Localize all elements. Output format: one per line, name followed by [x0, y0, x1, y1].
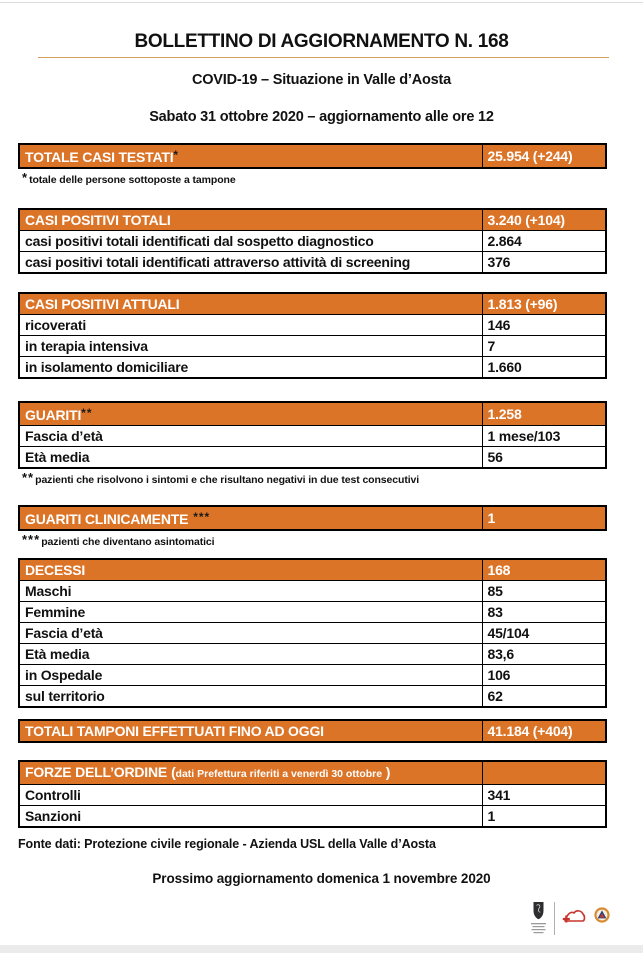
- row-value: 106: [482, 665, 606, 686]
- protezione-civile-logo-icon: [594, 907, 610, 928]
- row-label: sul territorio: [19, 686, 482, 708]
- header-label: GUARITI CLINICAMENTE: [25, 511, 189, 527]
- row-value: 341: [482, 785, 606, 806]
- table-guariti-clinicamente: [18, 505, 607, 531]
- header-label-cell: CASI POSITIVI ATTUALI: [19, 293, 482, 315]
- row-label: in Ospedale: [19, 665, 482, 686]
- table-header-row: [19, 559, 606, 581]
- footer-logos: [530, 901, 610, 942]
- footnote-marker: *: [22, 170, 29, 185]
- header-value-cell: 1: [482, 506, 606, 530]
- page-bottom-edge: [0, 945, 643, 953]
- table-row: [19, 581, 606, 602]
- paren-close: ): [385, 764, 391, 780]
- row-value: 85: [482, 581, 606, 602]
- dateline: Sabato 31 ottobre 2020 – aggiornamento alle ore 12: [149, 109, 494, 125]
- row-label: Fascia d’età: [19, 623, 482, 644]
- footnote-marker: **: [81, 406, 93, 420]
- table-row: [19, 357, 606, 379]
- row-label: Controlli: [19, 785, 482, 806]
- table-row: [19, 336, 606, 357]
- table-totale-casi-testati: [18, 143, 607, 169]
- footnote-casi-testati: [22, 171, 609, 187]
- header-label-cell: [19, 761, 482, 785]
- header-label: FORZE DELL’ORDINE: [25, 764, 168, 780]
- page-subtitle: COVID-19 – Situazione in Valle d’Aosta: [191, 72, 452, 88]
- table-row: [19, 602, 606, 623]
- table-header-row: [19, 209, 606, 231]
- header-value-cell: [482, 761, 606, 785]
- table-row: [19, 252, 606, 274]
- table-totali-tamponi: [18, 719, 607, 743]
- table-header-row: [19, 144, 606, 168]
- table-header-row: [19, 761, 606, 785]
- row-value: 1.660: [482, 357, 606, 379]
- row-value: 83,6: [482, 644, 606, 665]
- header-label-cell: TOTALI TAMPONI EFFETTUATI FINO AD OGGI: [19, 720, 482, 742]
- row-value: 1: [482, 806, 606, 828]
- header-value-cell: 3.240 (+104): [482, 209, 606, 231]
- header-value-cell: 41.184 (+404): [482, 720, 606, 742]
- table-row: [19, 644, 606, 665]
- header-value-cell: 25.954 (+244): [482, 144, 606, 168]
- row-value: 2.864: [482, 231, 606, 252]
- data-source-line: Fonte dati: Protezione civile regionale - Azienda USL della Valle d’Aosta: [18, 837, 436, 851]
- footnote-marker: ***: [22, 532, 41, 547]
- footnote-marker: ***: [193, 510, 211, 524]
- row-label: Maschi: [19, 581, 482, 602]
- footnote-guariti-clinicamente: [22, 533, 609, 549]
- table-row: [19, 806, 606, 828]
- table-header-row: [19, 506, 606, 530]
- header-label: TOTALE CASI TESTATI: [25, 149, 174, 165]
- page-top-edge: [0, 2, 643, 3]
- row-label: Età media: [19, 644, 482, 665]
- row-label: casi positivi totali identificati dal sospetto diagnostico: [19, 231, 482, 252]
- next-update-line: Prossimo aggiornamento domenica 1 novembre 2020: [152, 871, 491, 886]
- table-header-row: [19, 402, 606, 426]
- row-value: 376: [482, 252, 606, 274]
- table-decessi: [18, 558, 607, 708]
- title-underline: [38, 57, 609, 58]
- row-label: Fascia d’età: [19, 426, 482, 447]
- row-value: 56: [482, 447, 606, 469]
- table-row: [19, 231, 606, 252]
- footnote-guariti: [22, 471, 609, 487]
- paren-open: (: [171, 764, 176, 780]
- row-label: casi positivi totali identificati attraverso attività di screening: [19, 252, 482, 274]
- table-casi-positivi-totali: [18, 208, 607, 274]
- header-label: GUARITI: [25, 407, 82, 423]
- row-label: Femmine: [19, 602, 482, 623]
- header-label-cell: CASI POSITIVI TOTALI: [19, 209, 482, 231]
- table-row: [19, 665, 606, 686]
- row-label: Età media: [19, 447, 482, 469]
- row-value: 83: [482, 602, 606, 623]
- header-label-cell: [19, 402, 482, 426]
- header-label-cell: [19, 144, 482, 168]
- footnote-marker: **: [22, 470, 35, 485]
- table-casi-positivi-attuali: [18, 292, 607, 379]
- footnote-text: pazienti che diventano asintomatici: [41, 536, 215, 548]
- table-row: [19, 623, 606, 644]
- table-header-row: [19, 720, 606, 742]
- table-guariti: [18, 401, 607, 469]
- header-value-cell: 1.813 (+96): [482, 293, 606, 315]
- row-label: ricoverati: [19, 315, 482, 336]
- row-value: 45/104: [482, 623, 606, 644]
- row-value: 7: [482, 336, 606, 357]
- row-value: 1 mese/103: [482, 426, 606, 447]
- header-value-cell: 168: [482, 559, 606, 581]
- logo-divider: [554, 902, 555, 935]
- table-row: [19, 426, 606, 447]
- azienda-usl-logo-icon: [562, 908, 587, 930]
- row-value: 62: [482, 686, 606, 708]
- footnote-text: totale delle persone sottoposte a tampone: [29, 174, 236, 186]
- header-label-cell: DECESSI: [19, 559, 482, 581]
- footnote-marker: *: [173, 148, 180, 162]
- row-label: Sanzioni: [19, 806, 482, 828]
- header-note: dati Prefettura riferiti a venerdì 30 ottobre: [175, 768, 383, 780]
- row-label: in isolamento domiciliare: [19, 357, 482, 379]
- table-row: [19, 447, 606, 469]
- footnote-text: pazienti che risolvono i sintomi e che risultano negativi in due test consecutivi: [35, 474, 420, 486]
- table-row: [19, 315, 606, 336]
- table-row: [19, 686, 606, 708]
- region-valle-daosta-logo-icon: [530, 901, 547, 942]
- row-label: in terapia intensiva: [19, 336, 482, 357]
- page-title: BOLLETTINO DI AGGIORNAMENTO N. 168: [134, 31, 509, 52]
- table-row: [19, 785, 606, 806]
- row-value: 146: [482, 315, 606, 336]
- table-forze-dell-ordine: [18, 760, 607, 828]
- header-value-cell: 1.258: [482, 402, 606, 426]
- table-header-row: [19, 293, 606, 315]
- header-label-cell: [19, 506, 482, 530]
